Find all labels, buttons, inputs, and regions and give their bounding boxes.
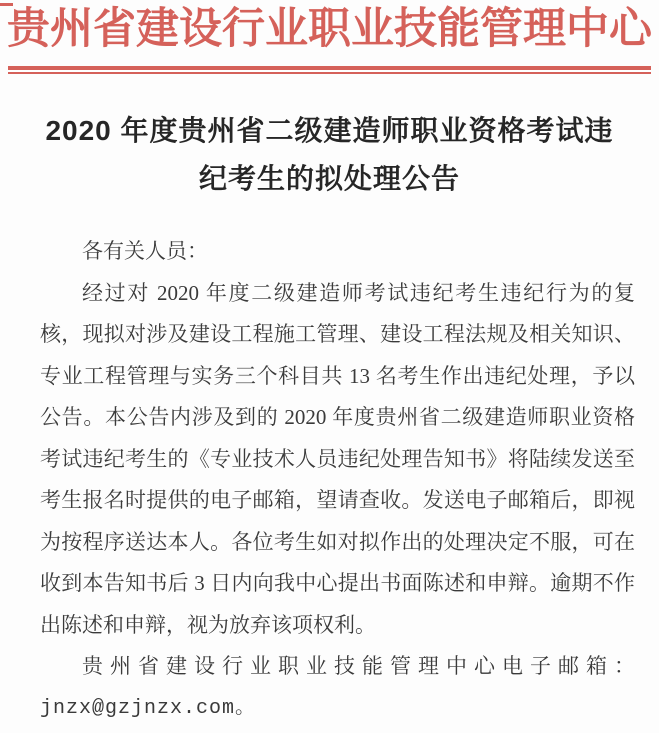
body-line: 考生报名时提供的电子邮箱，望请查收。发送电子邮箱后，即视 [40,488,635,512]
email-address-line: jnzx@gzjnzx.com。 [40,696,257,720]
scan-artifact-mark [0,3,13,6]
notice-title-line-1: 2020 年度贵州省二级建造师职业资格考试违 [45,115,614,146]
notice-title [20,107,639,203]
body-line: 为按程序送达本人。各位考生如对拟作出的处理决定不服，可在 [40,529,635,554]
body-line: 出陈述和申辩，视为放弃该项权利。 [40,612,376,637]
letterhead-divider [8,66,651,74]
body-line: 核，现拟对涉及建设工程施工管理、建设工程法规及相关知识、 [40,322,635,346]
letterhead-org-name: 贵州省建设行业职业技能管理中心 [7,6,652,53]
body-line: 公告。本公告内涉及到的 2020 年度贵州省二级建造师职业资格 [40,405,635,429]
body-line: 经过对 2020 年度二级建造师考试违纪考生违纪行为的复 [82,280,635,305]
salutation-line: 各有关人员： [82,239,208,263]
contact-label-line: 贵州省建设行业职业技能管理中心电子邮箱： [82,654,635,678]
body-line: 专业工程管理与实务三个科目共 13 名考生作出违纪处理，予以 [40,363,635,388]
notice-body [40,231,635,729]
body-line: 收到本告知书后 3 日内向我中心提出书面陈述和申辩。逾期不作 [40,571,635,595]
body-line: 考试违纪考生的《专业技术人员违纪处理告知书》将陆续发送至 [40,446,635,471]
notice-title-line-2: 纪考生的拟处理公告 [198,163,460,194]
letterhead [0,3,659,74]
